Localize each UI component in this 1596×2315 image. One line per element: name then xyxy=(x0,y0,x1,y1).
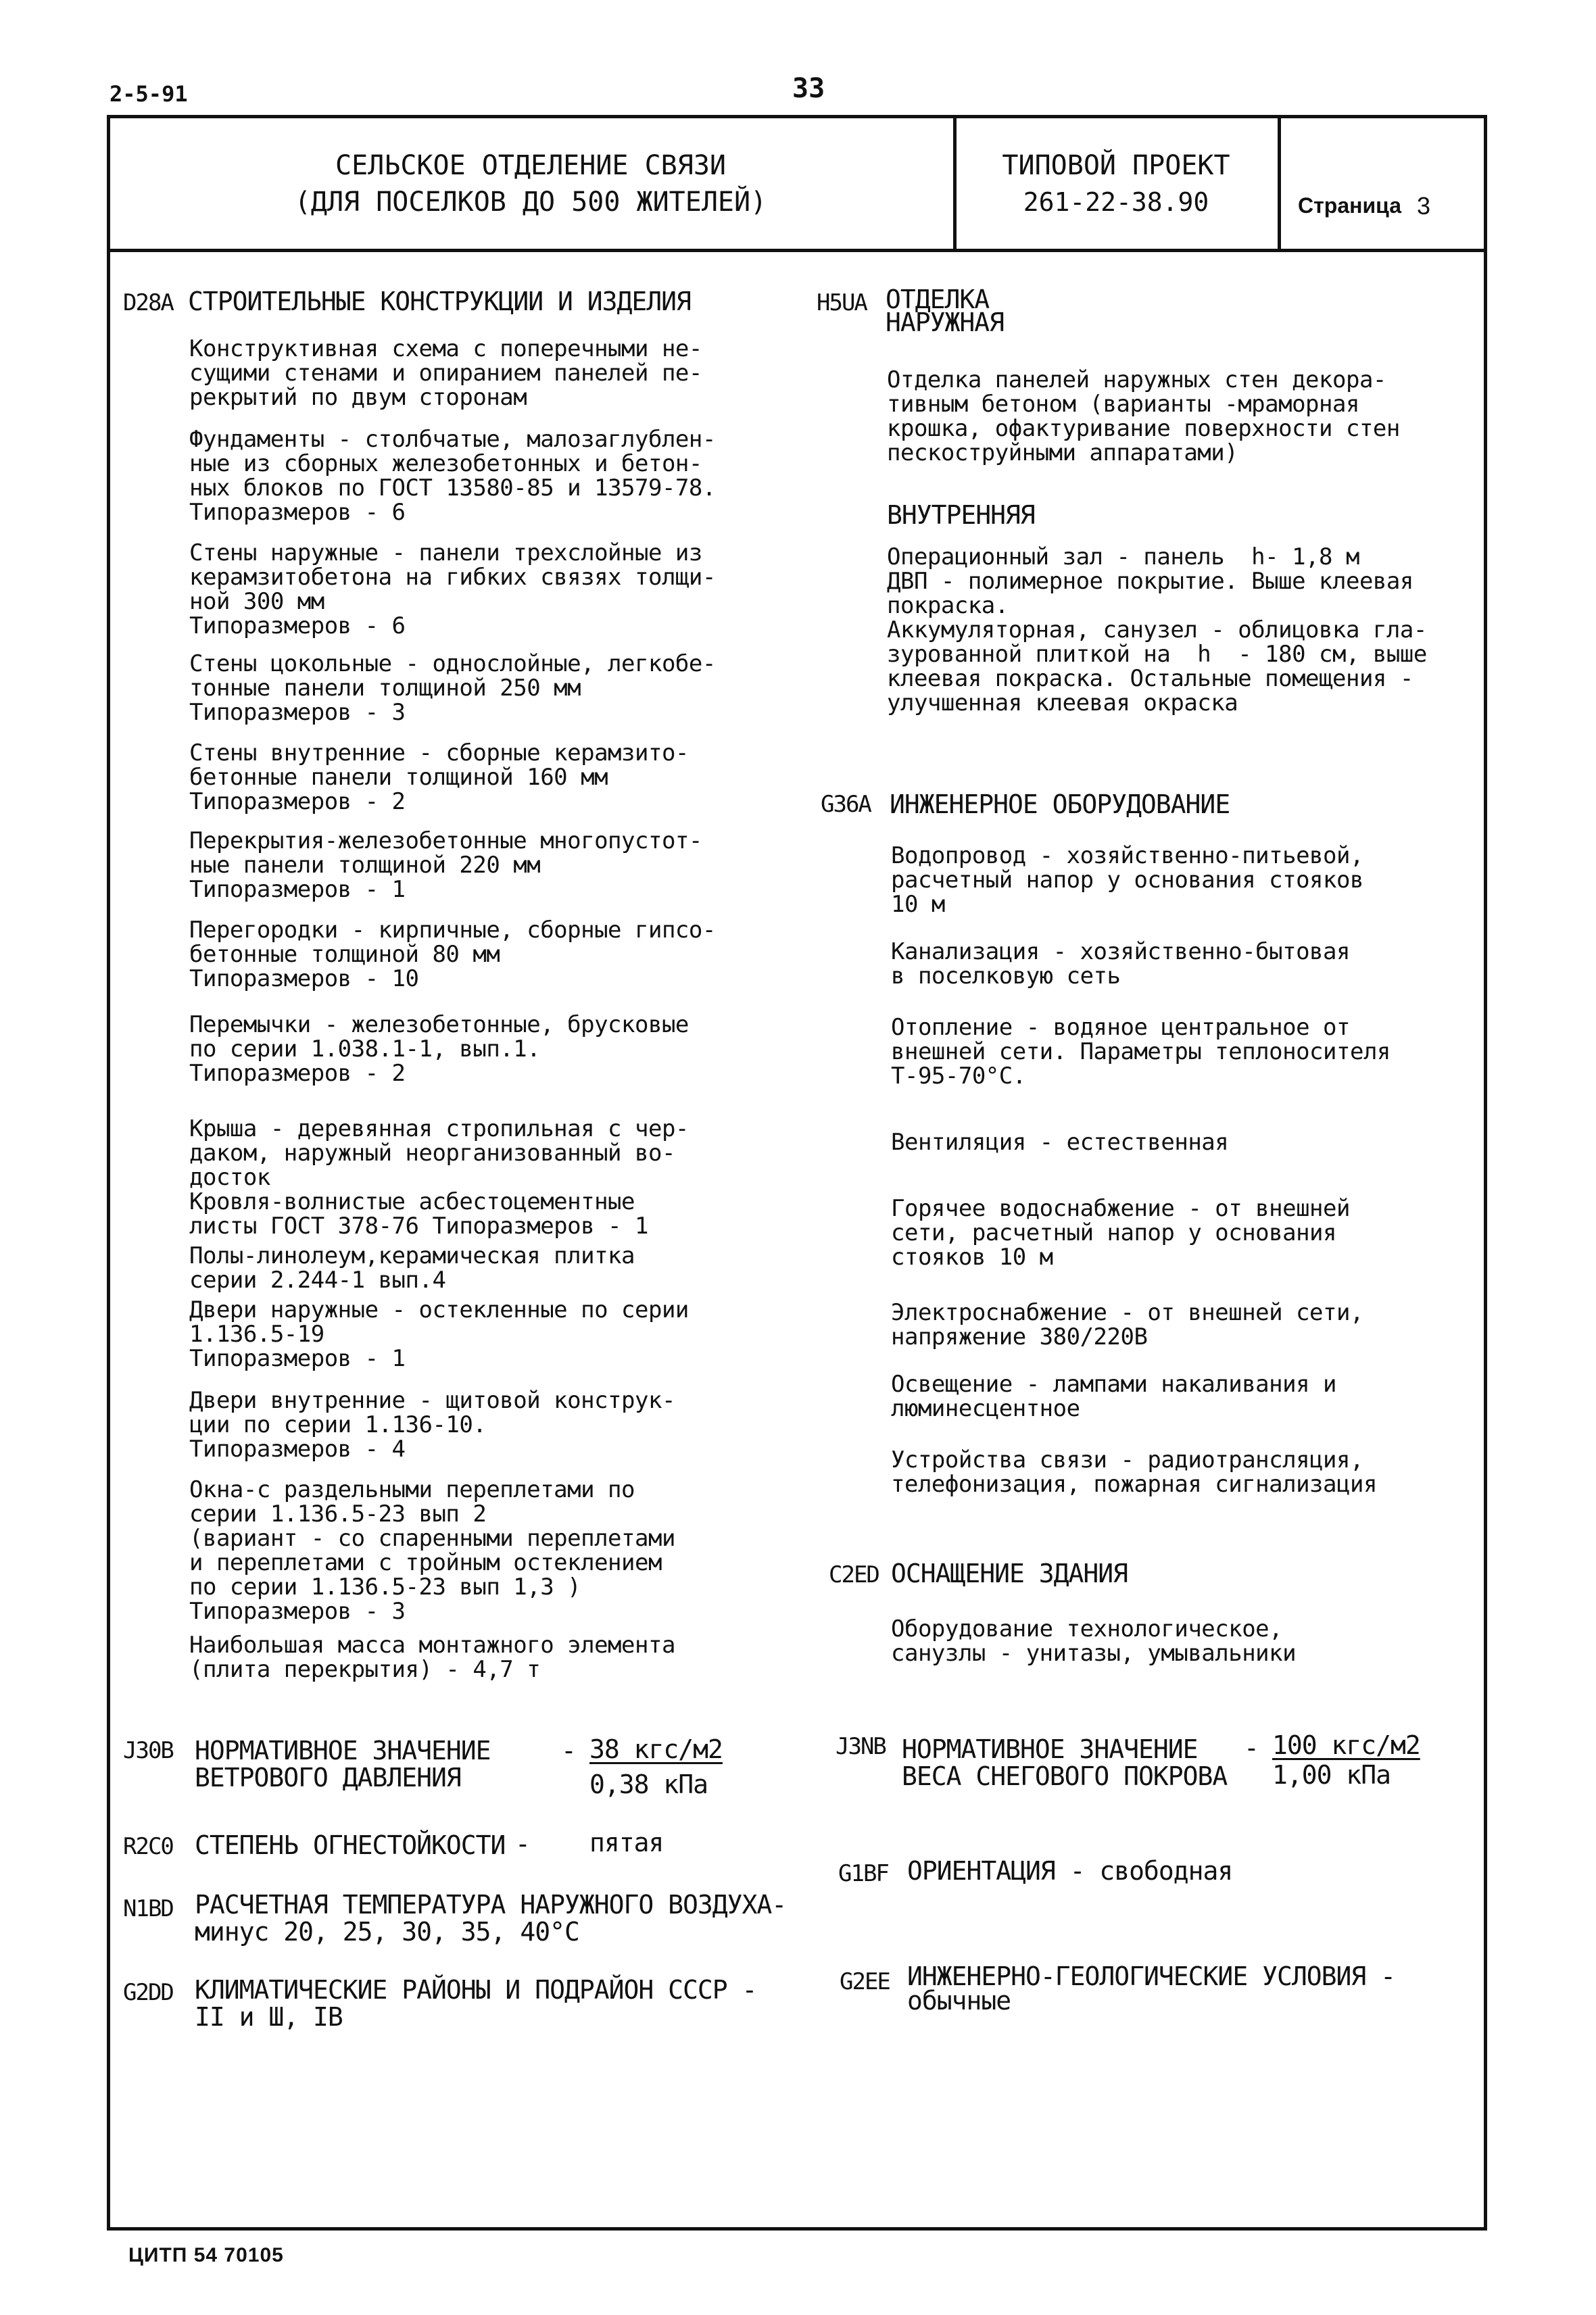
header-title-line1: СЕЛЬСКОЕ ОТДЕЛЕНИЕ СВЯЗИ xyxy=(335,150,726,181)
construction-roof: Крыша - деревянная стропильная с чер- даком, наружный неорганизованный во- досток xyxy=(189,1115,689,1191)
construction-max-mass: Наибольшая масса монтажного элемента (плита перекрытия) - 4,7 т xyxy=(189,1632,675,1683)
header-title-line2: (ДЛЯ ПОСЕЛКОВ ДО 500 ЖИТЕЛЕЙ) xyxy=(294,187,767,218)
construction-floors: Перекрытия-железобетонные многопустот- ные панели толщиной 220 мм Типоразмеров - 1 xyxy=(189,827,702,903)
finishing-heading: ОТДЕЛКА НАРУЖНАЯ xyxy=(886,285,1005,337)
engineering-heating: Отопление - водяное центральное от внешней сети. Параметры теплоносителя Т-95-70°С. xyxy=(891,1014,1391,1090)
construction-foundations: Фундаменты - столбчатые, малозаглублен- ные из сборных железобетонных и бетон- ных блоков по ГОСТ 13580-85 и 13579-78. Типоразмеров - 6 xyxy=(189,426,716,526)
temperature-code: N1BD xyxy=(123,1895,173,1922)
engineering-sewerage: Канализация - хозяйственно-бытовая в поселковую сеть xyxy=(891,938,1350,990)
page-value: 3 xyxy=(1417,192,1431,220)
construction-scheme: Конструктивная схема с поперечными не- сущими стенами и опиранием панелей пе- рекрытий по двум сторонам xyxy=(189,335,702,411)
wind-code: J30B xyxy=(123,1737,173,1764)
temperature-text: РАСЧЕТНАЯ ТЕМПЕРАТУРА НАРУЖНОГО ВОЗДУХА- минус 20, 25, 30, 35, 40°С xyxy=(195,1890,787,1947)
geology-code: G2EE xyxy=(840,1968,890,1995)
construction-inner-walls: Стены внутренние - сборные керамзито- бетонные панели толщиной 160 мм Типоразмеров - 2 xyxy=(189,739,689,815)
project-number: 261-22-38.90 xyxy=(1023,187,1209,217)
snow-value-kpa: 1,00 кПа xyxy=(1272,1760,1391,1790)
climate-text: КЛИМАТИЧЕСКИЕ РАЙОНЫ И ПОДРАЙОН СССР - II и Ш, IВ xyxy=(195,1975,757,2032)
wind-value-kgs: 38 кгс/м2 xyxy=(589,1734,723,1764)
page-label: Страница xyxy=(1298,193,1401,218)
finishing-inner-heading: ВНУТРЕННЯЯ xyxy=(887,500,1035,530)
construction-heading: СТРОИТЕЛЬНЫЕ КОНСТРУКЦИИ И ИЗДЕЛИЯ xyxy=(188,287,691,316)
footer-code: ЦИТП 54 70105 xyxy=(128,2244,284,2266)
orientation-code: G1BF xyxy=(838,1860,888,1887)
engineering-hot-water: Горячее водоснабжение - от внешней сети, расчетный напор у основания стояков 10 м xyxy=(891,1195,1350,1271)
page-number: 33 xyxy=(792,73,825,104)
engineering-power: Электроснабжение - от внешней сети, напряжение 380/220В xyxy=(891,1299,1363,1350)
engineering-communications: Устройства связи - радиотрансляция, телефонизация, пожарная сигнализация xyxy=(891,1446,1377,1498)
orientation-text: ОРИЕНТАЦИЯ - свободная xyxy=(907,1856,1233,1886)
sheet-code: 2-5-91 xyxy=(110,81,188,107)
snow-heading: НОРМАТИВНОЕ ЗНАЧЕНИЕ ВЕСА СНЕГОВОГО ПОКРОВА xyxy=(902,1734,1228,1791)
construction-code: D28A xyxy=(123,289,173,316)
fire-value: пятая xyxy=(589,1828,664,1857)
wind-value-kpa: 0,38 кПа xyxy=(589,1770,708,1799)
construction-partitions: Перегородки - кирпичные, сборные гипсо- бетонные толщиной 80 мм Типоразмеров - 10 xyxy=(189,917,716,992)
construction-plinth-walls: Стены цокольные - однослойные, легкобе- тонные панели толщиной 250 мм Типоразмеров - 3 xyxy=(189,650,716,726)
fire-code: R2C0 xyxy=(123,1833,173,1860)
wind-dash: - xyxy=(561,1736,576,1765)
construction-inner-doors: Двери внутренние - щитовой конструк- ции по серии 1.136-10. Типоразмеров - 4 xyxy=(189,1387,675,1463)
snow-code: J3NB xyxy=(836,1733,886,1760)
construction-windows: Окна-с раздельными переплетами по серии 1.136.5-23 вып 2 (вариант - со спаренными переплетами и переплетами с тройным остеклением по серии 1.136.5-23 вып 1,3 ) Типоразмеров - 3 xyxy=(189,1476,675,1625)
equipment-heading: ОСНАЩЕНИЕ ЗДАНИЯ xyxy=(891,1559,1128,1588)
finishing-code: H5UA xyxy=(817,289,867,316)
engineering-heading: ИНЖЕНЕРНОЕ ОБОРУДОВАНИЕ xyxy=(890,789,1230,819)
construction-outer-doors: Двери наружные - остекленные по серии 1.136.5-19 Типоразмеров - 1 xyxy=(189,1296,689,1372)
construction-roofing: Кровля-волнистые асбестоцементные листы ГОСТ 378-76 Типоразмеров - 1 xyxy=(189,1188,648,1240)
equipment-text: Оборудование технологическое, санузлы - унитазы, умывальники xyxy=(891,1615,1297,1667)
engineering-lighting: Освещение - лампами накаливания и люминесцентное xyxy=(891,1371,1337,1422)
construction-flooring: Полы-линолеум,керамическая плитка серии 2.244-1 вып.4 xyxy=(189,1242,635,1294)
fire-heading: СТЕПЕНЬ ОГНЕСТОЙКОСТИ xyxy=(195,1830,506,1860)
finishing-inner-text: Операционный зал - панель h- 1,8 м ДВП - полимерное покрытие. Выше клеевая покраска. Аккумуляторная, санузел - облицовка гла- зурованной плиткой на h - 180 см, выше клеевая покраска. Остальные помещения - улучшенная клеевая окраска xyxy=(887,543,1427,716)
geology-text: ИНЖЕНЕРНО-ГЕОЛОГИЧЕСКИЕ УСЛОВИЯ - обычные xyxy=(907,1961,1395,2016)
header-vdivider-2 xyxy=(1278,115,1281,250)
snow-value-kgs: 100 кгс/м2 xyxy=(1272,1730,1420,1760)
wind-heading: НОРМАТИВНОЕ ЗНАЧЕНИЕ ВЕТРОВОГО ДАВЛЕНИЯ xyxy=(195,1736,491,1793)
equipment-code: C2ED xyxy=(829,1561,879,1588)
snow-dash: - xyxy=(1244,1733,1259,1763)
engineering-code: G36A xyxy=(821,791,871,818)
construction-outer-walls: Стены наружные - панели трехслойные из керамзитобетона на гибких связях толщи- ной 300 мм Типоразмеров - 6 xyxy=(189,539,716,639)
finishing-outer-text: Отделка панелей наружных стен декора- тивным бетоном (варианты -мраморная крошка, офактуривание поверхности стен пескоструйными аппаратами) xyxy=(887,366,1400,466)
engineering-ventilation: Вентиляция - естественная xyxy=(891,1129,1229,1156)
climate-code: G2DD xyxy=(123,1979,173,2006)
fire-dash: - xyxy=(515,1829,530,1859)
construction-lintels: Перемычки - железобетонные, брусковые по серии 1.038.1-1, вып.1. Типоразмеров - 2 xyxy=(189,1011,689,1087)
project-label: ТИПОВОЙ ПРОЕКТ xyxy=(1002,150,1230,181)
engineering-water: Водопровод - хозяйственно-питьевой, расчетный напор у основания стояков 10 м xyxy=(891,842,1363,918)
